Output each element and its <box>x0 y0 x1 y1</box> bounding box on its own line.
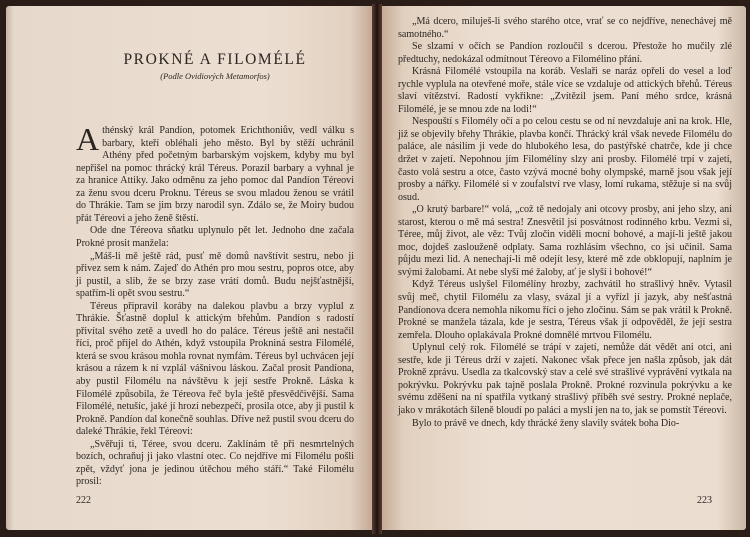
page-number-left: 222 <box>76 495 91 507</box>
opening-paragraph-text: thénský král Pandíon, potomek Erichthoniův, vedl válku s barbary, kteří obléhali jeho město. Byl by stěží uchránil Athény před početným barbarským vojskem, kdyby mu byl nepřišel na pomoc thrácký král Téreus. Porazil barbary a vyhnal je za hranice Attiky. Jako odměnu za jeho pomoc dal Pandíon Téreovi za ženu svou dceru Proknu. Téreus se svou mladou ženou se vrátil do Thrákie. Tam se jim brzy narodil syn. Zdálo se, že Moiry budou přát Téreovi a jeho ženě štěstí. <box>76 125 354 224</box>
page-number-right: 223 <box>697 495 712 507</box>
right-paragraph: „O krutý barbare!“ volá, „což tě nedojaly ani otcovy prosby, ani jeho slzy, ani starost, kterou o mě má sestra! Znesvětil jsi posvátnost rodinného krbu. Vezmi si, Téree, můj život, ale věz: Tvůj zločin viděli mocní bohové, a mají-li ještě jakou moc, dojdeš zaslouženě odplaty. Sama rozhlásím všechno, co jsi učinil. Sama půjdu mezi lid. A nenechají-li mě odejít lesy, které mě zde obklopují, naplním je svými žalobami. At nebe slyší mé žaloby, ať je slyší i bohové!“ <box>398 204 732 278</box>
right-paragraph: Se slzami v očích se Pandíon rozloučil s dcerou. Přestože ho mučily zlé předtuchy, nedokázal odmítnout Téreovo a Filomélino přání. <box>398 41 732 65</box>
right-paragraph: „Má dcero, miluješ-li svého starého otce, vrať se co nejdříve, nenechávej mě samotného.“ <box>398 16 732 40</box>
left-paragraph: Téreus připravil koráby na dalekou plavbu a brzy vyplul z Thrákie. Šťastně doplul k attickým břehům. Pandíon s radostí přivítal svého zetě a uvedl ho do paláce. Téreus ještě ani nestačil říci, proč přijel do Athén, když vstoupila Prokniná sestra Filomélé, která se svou krásou mohla rovnat nymfám. Téreus byl uchvácen její krásou a rázem k ní vzplál vášnivou láskou. Začal prosit Pandíona, aby pustil Filomélu na návštěvu k její sestře Prokně. Láska k Filomélé způsobila, že Téreova řeč byla ještě přesvědčivější. Sama Filomélé, netušíc, jaké jí hrozí nebezpečí, prosila otce, aby ji pustil k Prokně. Pandíon dal konečně souhlas. Dříve než pustil svou dceru do daleké Thrákie, řekl Téreovi: <box>76 300 354 438</box>
left-paragraph: „Máš-li mě ještě rád, pusť mě domů navštívit sestru, nebo ji přivez sem k nám. Zajeď do Athén pro mou sestru, popros otce, aby ji pustil, a slib, že se brzy zase vrátí domů. Budu nejšťastnější, spatřím-li opět svou sestru.“ <box>76 250 354 300</box>
right-page <box>382 6 746 530</box>
book-gutter <box>372 4 382 534</box>
right-paragraph: Krásná Filomélé vstoupila na koráb. Veslaři se naráz opřeli do vesel a loď rychle vyplula na otevřené moře, stále více se vzdaluje od attických břehů. Téreus slaví vítězství. Radostí vykřikne: „Zvítězil jsem. Paní mého srdce, krásná Filomélé, je se mnou zde na lodi!“ <box>398 66 732 115</box>
left-page <box>6 6 372 530</box>
opening-paragraph <box>76 121 354 225</box>
right-paragraph: Bylo to právě ve dnech, kdy thrácké ženy slavily svátek boha Dio- <box>412 417 680 429</box>
right-paragraph: Nespouští s Filomély očí a po celou cestu se od ní nevzdaluje ani na krok. Hle, již se objevily břehy Thrákie, plavba končí. Thrácký král však nevede Filomélu do paláce, ale násilím ji vede do hlubokého lesa, do pastýřské chatrče, kde ji chce držet v zajetí. Nepohnou jím Filomélíny slzy ani prosby. Filomélé trpí v zajetí, často volá sestru a otce, často vzývá mocné bohy olympské, marně jsou však její prosby a nářky. Filomélé si v zoufalství rve vlasy, lomí rukama, stěžuje si na svůj osud. <box>398 116 732 203</box>
drop-cap: A <box>76 121 100 158</box>
chapter-subtitle: (Podle Ovidiových Metamorfos) <box>160 70 270 81</box>
left-paragraph: Ode dne Téreova sňatku uplynulo pět let. Jednoho dne začala Prokné prosit manžela: <box>76 225 354 250</box>
left-paragraph: „Svěřuji ti, Téree, svou dceru. Zaklínám tě při nesmrtelných bozích, ochraňuj ji jako vlastní otec. Co nejdříve mi Filomélu pošli zpět, vždyť jona je jedinou útěchou mého stáří.“ Také Filomélu prosil: <box>76 438 354 488</box>
right-paragraph: Uplynul celý rok. Filomélé se trápí v zajetí, nemůže dát vědět ani otci, ani sestře, kde ji Téreus drží v zajetí. Nakonec však přece jen našla způsob, jak dát Prokně zprávu. Usedla za tkalcovský stav a celé své strašlivé vyprávění vytkala na pokrývku. Pokrývku pak tajně poslala Prokně. Prokné rozvinula pokrývku a ke svému zděšení na ní spatřila vytkaný strašlivý příběh své sestry. Prokné neplače, jako v mrákotách šíleně bloudí po paláci a myslí jen na to, jak se pomstít Téreovi. <box>398 342 732 416</box>
right-paragraph: Když Téreus uslyšel Filomélíny hrozby, zachvátil ho strašlivý hněv. Vytasil svůj meč, chytil Filomélu za vlasy, svázal jí a vyřízl jí jazyk, aby nešťastná Pandíonova dcera nemohla nikomu říci o jeho zločinu. Sám se pak vrátil k Prokně. Prokné se manžela tázala, kde je sestra, Téreus však jí odpověděl, že její sestra zemřela. Dlouho oplakávala Prokné domnělé mrtvou Filomélu. <box>398 279 732 341</box>
chapter-title: PROKNÉ A FILOMÉLÉ <box>123 51 307 68</box>
